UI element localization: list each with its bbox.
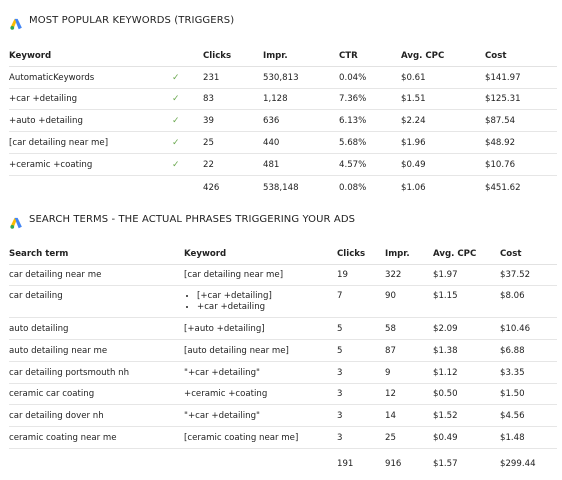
checkmark-icon: ✓ bbox=[172, 67, 203, 89]
search-term-cell: car detailing bbox=[9, 286, 184, 318]
col-header-keyword[interactable]: Keyword bbox=[9, 45, 172, 67]
cpc-cell: $1.38 bbox=[433, 340, 500, 362]
keyword-cell: [ceramic coating near me] bbox=[184, 427, 337, 449]
impr-cell: 440 bbox=[263, 132, 339, 154]
table-row bbox=[9, 427, 557, 449]
terms-header-row bbox=[9, 243, 557, 265]
clicks-cell: 3 bbox=[337, 384, 385, 405]
ctr-cell: 5.68% bbox=[339, 132, 401, 154]
keyword-cell: AutomaticKeywords bbox=[9, 67, 172, 89]
col-header-cost[interactable]: Cost bbox=[500, 243, 557, 265]
clicks-cell: 3 bbox=[337, 405, 385, 427]
clicks-cell: 3 bbox=[337, 362, 385, 384]
clicks-cell: 83 bbox=[203, 89, 263, 110]
search-term-cell: ceramic car coating bbox=[9, 384, 184, 405]
table-row bbox=[9, 154, 557, 176]
search-term-cell: car detailing portsmouth nh bbox=[9, 362, 184, 384]
keywords-header-row bbox=[9, 45, 557, 67]
keyword-cell: +car +detailing bbox=[9, 89, 172, 110]
impr-cell: 9 bbox=[385, 362, 433, 384]
col-header-cost[interactable]: Cost bbox=[485, 45, 557, 67]
total-clicks: 426 bbox=[203, 182, 220, 193]
col-header-keyword[interactable]: Keyword bbox=[184, 243, 337, 265]
totals-row bbox=[9, 449, 557, 479]
cpc-cell: $1.12 bbox=[433, 362, 500, 384]
table-row bbox=[9, 265, 557, 286]
checkmark-icon: ✓ bbox=[172, 89, 203, 110]
table-row bbox=[9, 132, 557, 154]
keyword-list-cell bbox=[184, 286, 337, 318]
cost-cell: $10.76 bbox=[485, 154, 557, 176]
terms-section-header bbox=[9, 211, 355, 231]
total-cost: $299.44 bbox=[500, 458, 536, 469]
list-item: • +car +detailing bbox=[197, 302, 337, 313]
impr-cell: 90 bbox=[385, 286, 433, 318]
impr-cell: 481 bbox=[263, 154, 339, 176]
cost-cell: $4.56 bbox=[500, 405, 557, 427]
total-blank-cell bbox=[184, 449, 337, 479]
terms-section-title: SEARCH TERMS - THE ACTUAL PHRASES TRIGGERING YOUR ADS bbox=[29, 213, 356, 225]
keyword-cell: "+car +detailing" bbox=[184, 362, 337, 384]
search-term-cell: auto detailing bbox=[9, 318, 184, 340]
col-header-ctr[interactable]: CTR bbox=[339, 45, 401, 67]
total-ctr: 0.08% bbox=[339, 182, 367, 193]
keyword-cell: +ceramic +coating bbox=[9, 154, 172, 176]
col-header-search-term[interactable]: Search term bbox=[9, 243, 184, 265]
table-row bbox=[9, 362, 557, 384]
cost-cell: $1.48 bbox=[500, 427, 557, 449]
cost-cell: $8.06 bbox=[500, 286, 557, 318]
google-ads-logo-icon bbox=[9, 17, 23, 31]
cpc-cell: $1.15 bbox=[433, 286, 500, 318]
col-header-clicks[interactable]: Clicks bbox=[203, 45, 263, 67]
table-row bbox=[9, 405, 557, 427]
keyword-cell: +ceramic +coating bbox=[184, 384, 337, 405]
cpc-cell: $1.97 bbox=[433, 265, 500, 286]
table-row bbox=[9, 286, 557, 318]
table-row bbox=[9, 89, 557, 110]
col-header-clicks[interactable]: Clicks bbox=[337, 243, 385, 265]
keywords-table bbox=[9, 45, 557, 200]
total-cost: $451.62 bbox=[485, 182, 521, 193]
cost-cell: $87.54 bbox=[485, 110, 557, 132]
col-header-impr[interactable]: Impr. bbox=[263, 45, 339, 67]
cost-cell: $6.88 bbox=[500, 340, 557, 362]
clicks-cell: 25 bbox=[203, 132, 263, 154]
search-term-cell: car detailing near me bbox=[9, 265, 184, 286]
keywords-section-title: MOST POPULAR KEYWORDS (TRIGGERS) bbox=[29, 14, 235, 26]
total-blank-cell bbox=[172, 176, 203, 200]
clicks-cell: 5 bbox=[337, 340, 385, 362]
cost-cell: $10.46 bbox=[500, 318, 557, 340]
table-row bbox=[9, 340, 557, 362]
ctr-cell: 0.04% bbox=[339, 67, 401, 89]
impr-cell: 87 bbox=[385, 340, 433, 362]
total-impr: 538,148 bbox=[263, 182, 299, 193]
impr-cell: 530,813 bbox=[263, 67, 339, 89]
cpc-cell: $1.51 bbox=[401, 89, 485, 110]
keyword-cell: +auto +detailing bbox=[9, 110, 172, 132]
table-row bbox=[9, 67, 557, 89]
search-term-cell: car detailing dover nh bbox=[9, 405, 184, 427]
cpc-cell: $2.24 bbox=[401, 110, 485, 132]
clicks-cell: 39 bbox=[203, 110, 263, 132]
ctr-cell: 4.57% bbox=[339, 154, 401, 176]
cost-cell: $3.35 bbox=[500, 362, 557, 384]
col-header-impr[interactable]: Impr. bbox=[385, 243, 433, 265]
keywords-section-header bbox=[9, 12, 234, 32]
cost-cell: $125.31 bbox=[485, 89, 557, 110]
cost-cell: $1.50 bbox=[500, 384, 557, 405]
cost-cell: $141.97 bbox=[485, 67, 557, 89]
col-header-avg-cpc[interactable]: Avg. CPC bbox=[433, 243, 500, 265]
keyword-list bbox=[184, 291, 337, 313]
cpc-cell: $2.09 bbox=[433, 318, 500, 340]
impr-cell: 25 bbox=[385, 427, 433, 449]
clicks-cell: 19 bbox=[337, 265, 385, 286]
search-term-cell: ceramic coating near me bbox=[9, 427, 184, 449]
col-header-avg-cpc[interactable]: Avg. CPC bbox=[401, 45, 485, 67]
table-row bbox=[9, 318, 557, 340]
ctr-cell: 7.36% bbox=[339, 89, 401, 110]
cpc-cell: $1.96 bbox=[401, 132, 485, 154]
impr-cell: 12 bbox=[385, 384, 433, 405]
total-clicks: 191 bbox=[337, 458, 354, 469]
col-header-status bbox=[172, 45, 203, 67]
total-label-cell bbox=[9, 449, 184, 479]
cpc-cell: $0.50 bbox=[433, 384, 500, 405]
total-impr: 916 bbox=[385, 458, 402, 469]
google-ads-logo-icon bbox=[9, 216, 23, 230]
cpc-cell: $0.49 bbox=[401, 154, 485, 176]
clicks-cell: 7 bbox=[337, 286, 385, 318]
keyword-cell: [+auto +detailing] bbox=[184, 318, 337, 340]
impr-cell: 14 bbox=[385, 405, 433, 427]
search-terms-table bbox=[9, 243, 557, 479]
totals-row bbox=[9, 176, 557, 200]
cpc-cell: $0.49 bbox=[433, 427, 500, 449]
impr-cell: 636 bbox=[263, 110, 339, 132]
clicks-cell: 3 bbox=[337, 427, 385, 449]
ctr-cell: 6.13% bbox=[339, 110, 401, 132]
cost-cell: $37.52 bbox=[500, 265, 557, 286]
checkmark-icon: ✓ bbox=[172, 110, 203, 132]
impr-cell: 58 bbox=[385, 318, 433, 340]
checkmark-icon: ✓ bbox=[172, 154, 203, 176]
checkmark-icon: ✓ bbox=[172, 132, 203, 154]
table-row bbox=[9, 384, 557, 405]
total-cpc: $1.57 bbox=[433, 458, 458, 469]
cpc-cell: $1.52 bbox=[433, 405, 500, 427]
impr-cell: 322 bbox=[385, 265, 433, 286]
total-label-cell bbox=[9, 176, 172, 200]
clicks-cell: 231 bbox=[203, 67, 263, 89]
clicks-cell: 5 bbox=[337, 318, 385, 340]
list-item: • [+car +detailing] bbox=[197, 291, 337, 302]
keyword-cell: [car detailing near me] bbox=[9, 132, 172, 154]
cost-cell: $48.92 bbox=[485, 132, 557, 154]
keyword-cell: "+car +detailing" bbox=[184, 405, 337, 427]
search-term-cell: auto detailing near me bbox=[9, 340, 184, 362]
total-cpc: $1.06 bbox=[401, 182, 426, 193]
impr-cell: 1,128 bbox=[263, 89, 339, 110]
keyword-cell: [car detailing near me] bbox=[184, 265, 337, 286]
keyword-cell: [auto detailing near me] bbox=[184, 340, 337, 362]
cpc-cell: $0.61 bbox=[401, 67, 485, 89]
clicks-cell: 22 bbox=[203, 154, 263, 176]
table-row bbox=[9, 110, 557, 132]
